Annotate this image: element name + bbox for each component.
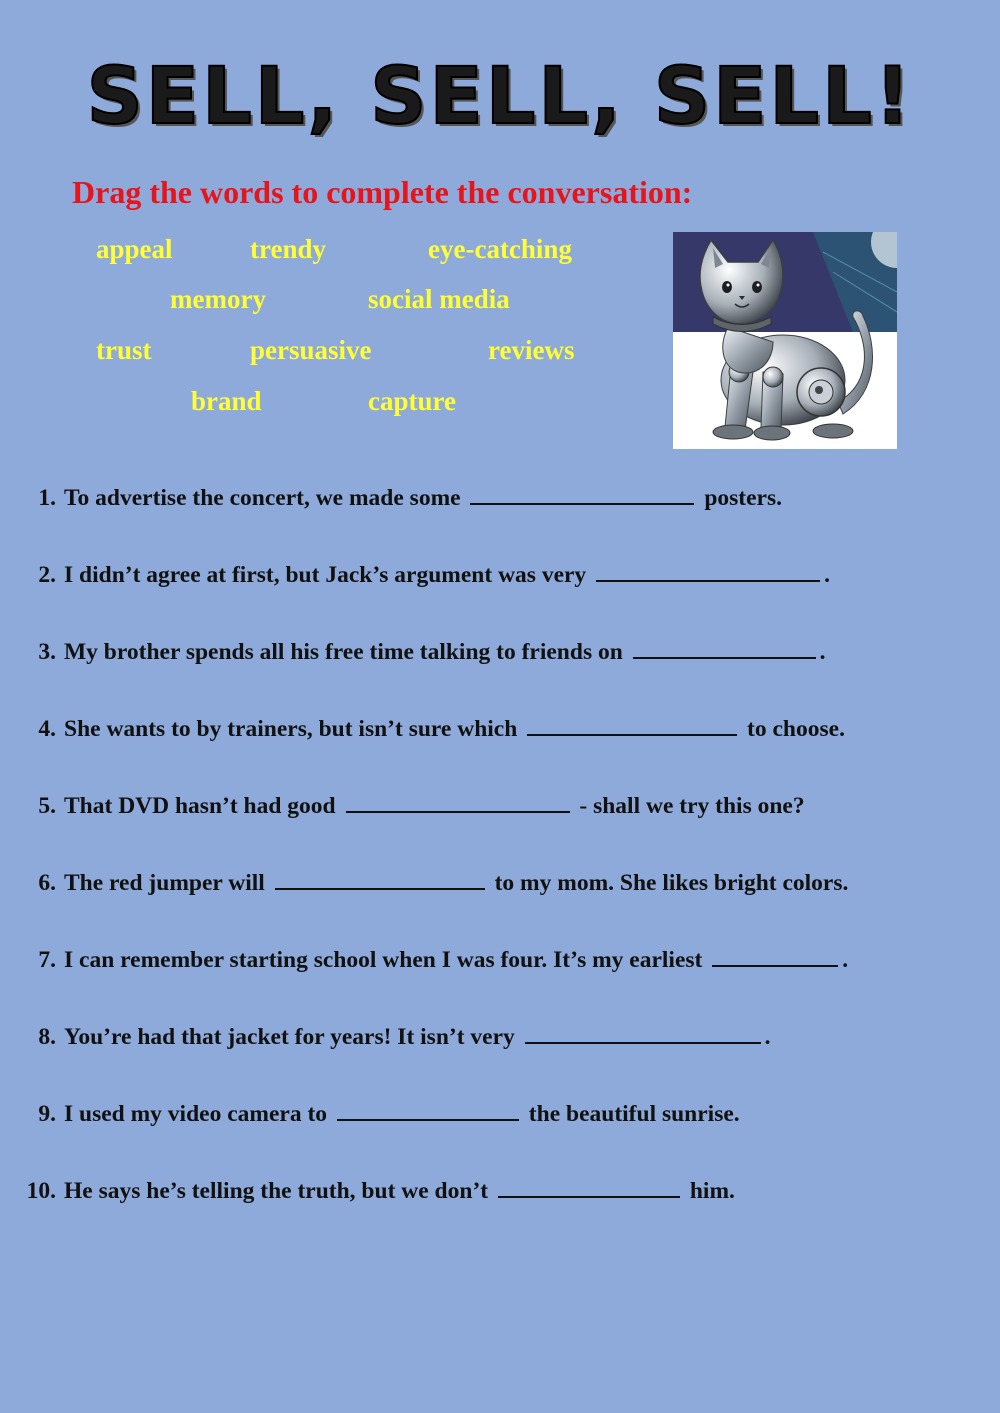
question-text-before: That DVD hasn’t had good (64, 793, 336, 819)
question-text-before: You’re had that jacket for years! It isn’t very (64, 1024, 515, 1050)
question-2 (0, 555, 830, 595)
worksheet-title: SELL, SELL, SELL! (86, 52, 914, 142)
question-number: 8. (38, 1024, 56, 1050)
answer-blank[interactable] (527, 712, 737, 736)
question-text-before: I can remember starting school when I was four. It’s my earliest (64, 947, 703, 973)
question-number: 9. (38, 1101, 56, 1127)
question-text-after: him. (689, 1178, 735, 1204)
question-text-before: The red jumper will (64, 870, 265, 896)
robot-cat-icon (673, 232, 897, 449)
question-text-after: to my mom. She likes bright colors. (494, 870, 849, 896)
answer-blank[interactable] (596, 558, 820, 582)
word-eye-catching[interactable]: eye-catching (428, 234, 572, 264)
question-4 (0, 709, 845, 749)
question-number: 10. (26, 1178, 56, 1204)
question-number: 5. (38, 793, 56, 819)
question-number: 6. (38, 870, 56, 896)
answer-blank[interactable] (346, 789, 570, 813)
word-trust[interactable]: trust (96, 335, 152, 365)
question-text-after: - shall we try this one? (579, 793, 805, 819)
question-text-before: He says he’s telling the truth, but we don’t (64, 1178, 489, 1204)
question-text-before: My brother spends all his free time talking to friends on (64, 639, 623, 665)
question-text-before: I didn’t agree at first, but Jack’s argument was very (64, 562, 587, 588)
instruction-text: Drag the words to complete the conversation: (72, 174, 693, 210)
question-7 (0, 940, 848, 980)
question-3 (0, 632, 826, 672)
answer-blank[interactable] (633, 635, 816, 659)
question-text-after: . (842, 947, 849, 973)
word-appeal[interactable]: appeal (96, 234, 173, 264)
word-social-media[interactable]: social media (368, 284, 510, 314)
word-reviews[interactable]: reviews (488, 335, 575, 365)
question-text-after: . (764, 1024, 771, 1050)
question-text-after: . (824, 562, 830, 588)
question-text-after: to choose. (747, 716, 845, 742)
answer-blank[interactable] (712, 943, 838, 967)
question-text-before: She wants to by trainers, but isn’t sure which (64, 716, 518, 742)
question-number: 3. (38, 639, 56, 665)
question-text-after: the beautiful sunrise. (528, 1101, 740, 1127)
question-number: 7. (38, 947, 56, 973)
robot-cat-image (673, 232, 897, 449)
question-10 (0, 1171, 735, 1211)
word-persuasive[interactable]: persuasive (250, 335, 372, 365)
question-9 (0, 1094, 740, 1134)
word-capture[interactable]: capture (368, 386, 456, 416)
question-number: 2. (38, 562, 56, 588)
word-brand[interactable]: brand (191, 386, 262, 416)
question-text-after: . (819, 639, 826, 665)
question-number: 4. (38, 716, 56, 742)
answer-blank[interactable] (275, 866, 485, 890)
answer-blank[interactable] (470, 481, 694, 505)
question-number: 1. (38, 485, 56, 511)
question-text-before: I used my video camera to (64, 1101, 328, 1127)
answer-blank[interactable] (337, 1097, 519, 1121)
word-memory[interactable]: memory (170, 284, 266, 314)
question-6 (0, 863, 848, 903)
question-8 (0, 1017, 771, 1057)
question-5 (0, 786, 805, 826)
question-text-before: To advertise the concert, we made some (64, 485, 461, 511)
question-1 (0, 478, 782, 518)
word-trendy[interactable]: trendy (250, 234, 327, 264)
question-text-after: posters. (704, 485, 782, 511)
answer-blank[interactable] (525, 1020, 761, 1044)
answer-blank[interactable] (498, 1174, 680, 1198)
